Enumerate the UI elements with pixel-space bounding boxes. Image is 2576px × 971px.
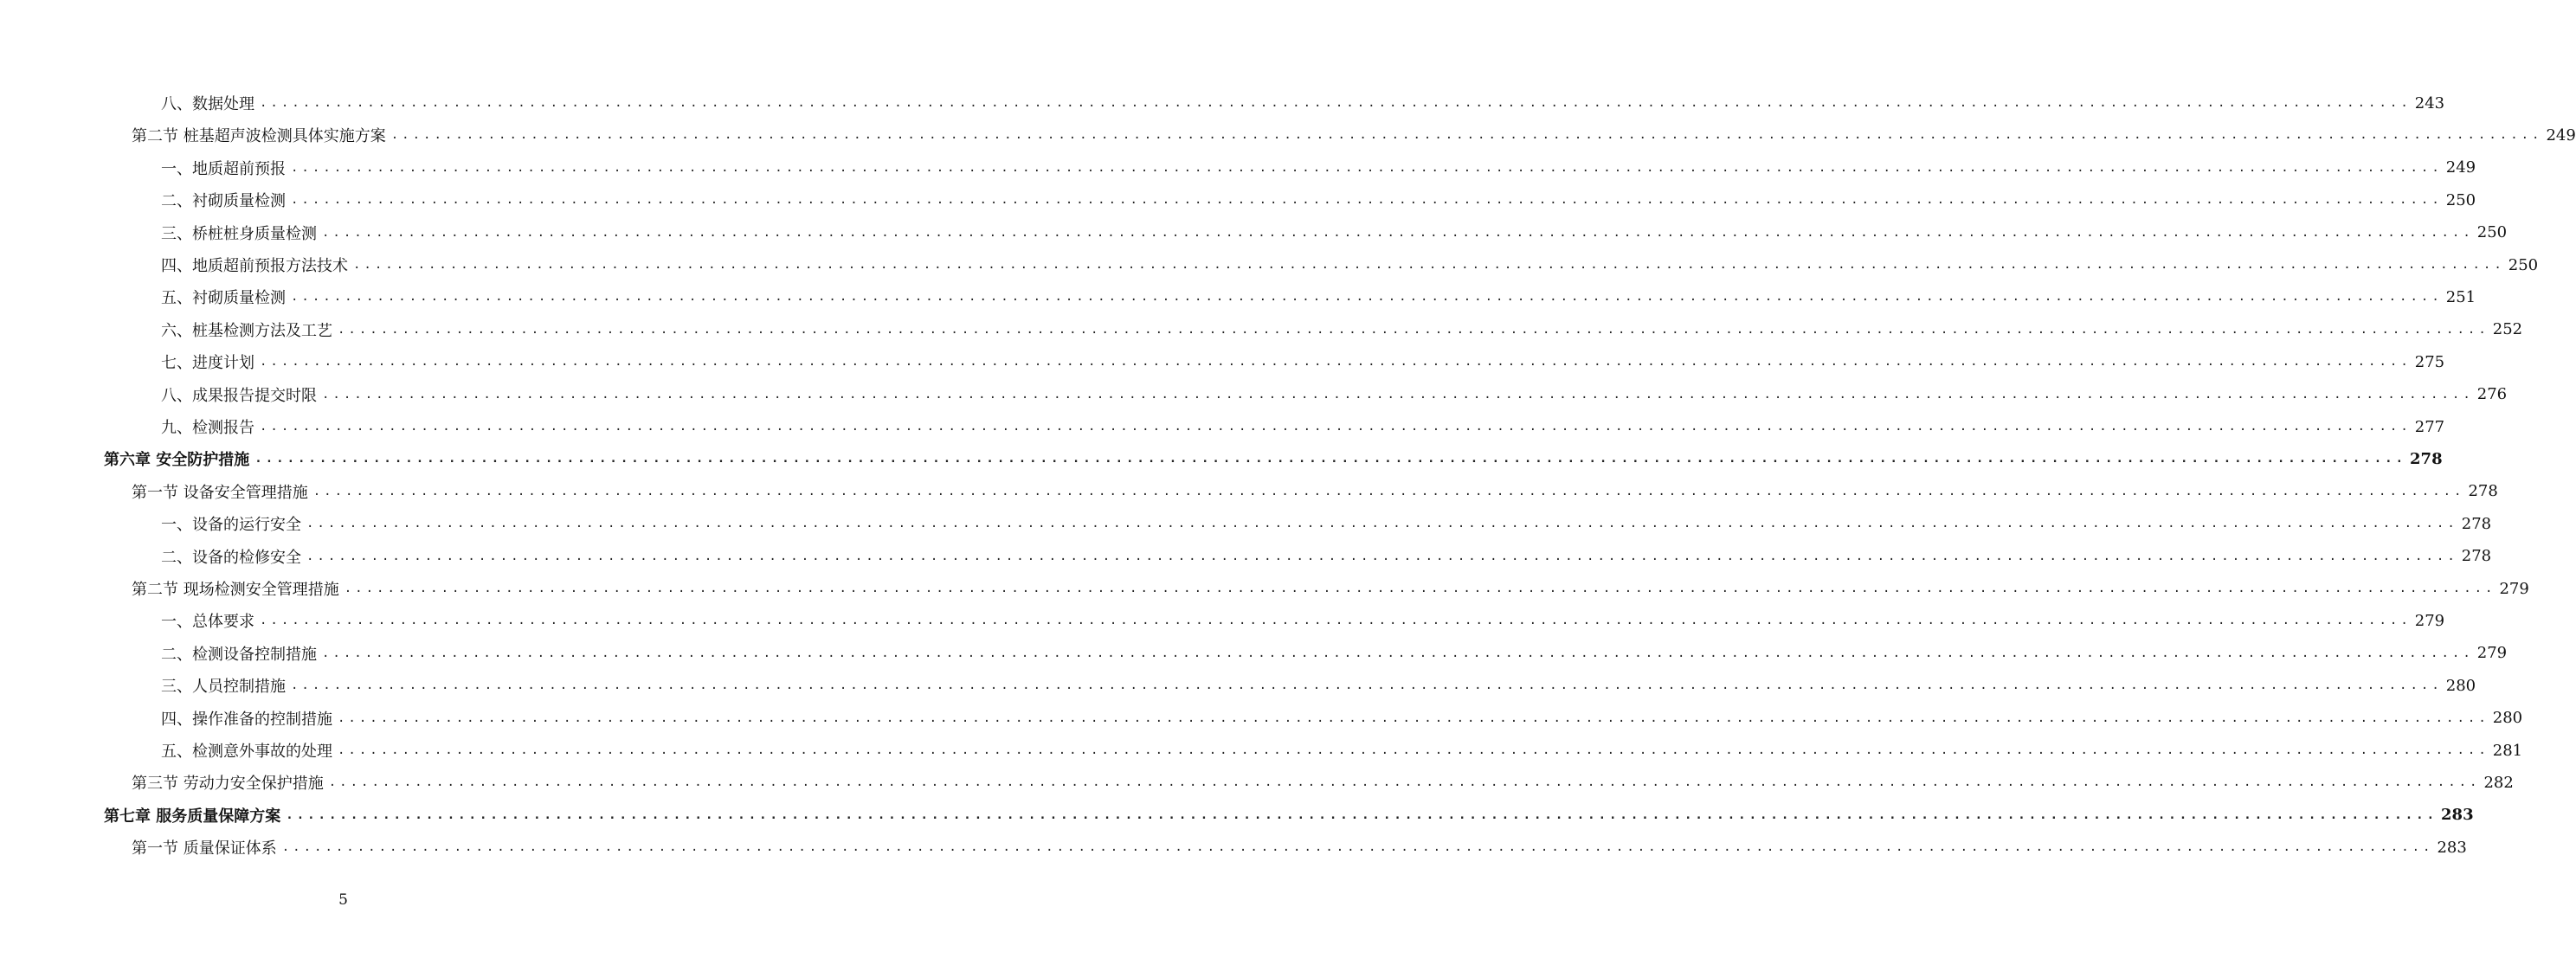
- toc-subsection-entry[interactable]: [161, 703, 2523, 734]
- toc-entry-page: 251: [2445, 287, 2476, 306]
- toc-leader-dots: ........................................................................................................................................................................................................: [281, 840, 2434, 855]
- toc-subsection-entry[interactable]: [161, 87, 2445, 119]
- toc-entry-label: 五、检测意外事故的处理: [161, 743, 332, 761]
- toc-entry-label: 第六章 安全防护措施: [104, 451, 250, 470]
- toc-leader-dots: ........................................................................................................................................................................................................: [254, 452, 2407, 466]
- toc-subsection-entry[interactable]: [161, 281, 2476, 312]
- toc-entry-label: 八、数据处理: [161, 95, 254, 113]
- toc-entry-page: 250: [2508, 255, 2539, 274]
- toc-entry-page: 275: [2414, 352, 2445, 371]
- toc-entry-label: 二、衬砌质量检测: [161, 192, 286, 211]
- toc-entry-label: 第一节 设备安全管理措施: [132, 483, 308, 502]
- toc-leader-dots: ........................................................................................................................................................................................................: [260, 96, 2412, 110]
- toc-entry-page: 249: [2445, 158, 2476, 177]
- toc-entry-page: 252: [2492, 320, 2523, 339]
- toc-subsection-entry[interactable]: [161, 638, 2508, 669]
- toc-leader-dots: ........................................................................................................................................................................................................: [344, 582, 2496, 595]
- toc-entry-label: 七、进度计划: [161, 354, 254, 373]
- toc-entry-label: 第三节 劳动力安全保护措施: [132, 775, 324, 794]
- toc-entry-page: 279: [2414, 611, 2445, 630]
- toc-subsection-entry[interactable]: [161, 541, 2492, 572]
- toc-leader-dots: ........................................................................................................................................................................................................: [260, 614, 2412, 628]
- toc-leader-dots: ........................................................................................................................................................................................................: [322, 225, 2474, 240]
- toc-section-entry[interactable]: [132, 476, 2498, 507]
- toc-leader-dots: ........................................................................................................................................................................................................: [306, 517, 2458, 531]
- toc-subsection-entry[interactable]: [161, 184, 2476, 215]
- toc-entry-page: 279: [2499, 579, 2529, 598]
- toc-subsection-entry[interactable]: [161, 249, 2539, 280]
- toc-entry-page: 283: [2437, 838, 2467, 857]
- toc-leader-dots: ........................................................................................................................................................................................................: [328, 775, 2481, 790]
- toc-subsection-entry[interactable]: [161, 379, 2508, 410]
- toc-leader-dots: ........................................................................................................................................................................................................: [291, 160, 2443, 175]
- toc-leader-dots: ........................................................................................................................................................................................................: [322, 387, 2474, 402]
- toc-entry-label: 四、操作准备的控制措施: [161, 710, 332, 729]
- toc-entry-page: 249: [2546, 125, 2576, 145]
- toc-entry-page: 283: [2441, 806, 2474, 825]
- toc-subsection-entry[interactable]: [161, 152, 2476, 183]
- toc-subsection-entry[interactable]: [161, 508, 2492, 539]
- toc-entry-page: 278: [2461, 547, 2492, 566]
- toc-entry-label: 九、检测报告: [161, 419, 254, 437]
- toc-entry-page: 250: [2445, 190, 2476, 209]
- toc-leader-dots: ........................................................................................................................................................................................................: [286, 807, 2438, 822]
- toc-section-entry[interactable]: [132, 119, 2576, 151]
- toc-entry-page: 278: [2468, 482, 2498, 501]
- toc-entry-label: 一、总体要求: [161, 613, 254, 632]
- toc-chapter-entry[interactable]: [104, 443, 2443, 474]
- toc-leader-dots: ........................................................................................................................................................................................................: [306, 549, 2458, 563]
- toc-subsection-entry[interactable]: [161, 735, 2523, 766]
- toc-leader-dots: ........................................................................................................................................................................................................: [260, 355, 2412, 370]
- toc-entry-page: 243: [2414, 93, 2445, 113]
- toc-leader-dots: ........................................................................................................................................................................................................: [353, 258, 2505, 272]
- toc-entry-label: 一、设备的运行安全: [161, 516, 301, 535]
- toc-entry-page: 278: [2461, 514, 2492, 533]
- toc-leader-dots: ........................................................................................................................................................................................................: [291, 193, 2443, 208]
- toc-entry-page: 282: [2483, 773, 2514, 792]
- toc-entry-label: 五、衬砌质量检测: [161, 289, 286, 308]
- toc-entry-label: 第二节 桩基超声波检测具体实施方案: [132, 127, 386, 146]
- toc-subsection-entry[interactable]: [161, 217, 2508, 248]
- toc-entry-label: 一、地质超前预报: [161, 159, 286, 178]
- toc-leader-dots: ........................................................................................................................................................................................................: [291, 678, 2443, 693]
- toc-entry-label: 第二节 现场检测安全管理措施: [132, 581, 339, 599]
- toc-entry-page: 278: [2410, 449, 2443, 468]
- toc-entry-page: 279: [2476, 644, 2508, 663]
- page-number: 5: [338, 891, 348, 909]
- toc-leader-dots: ........................................................................................................................................................................................................: [390, 128, 2543, 143]
- toc-entry-label: 第七章 服务质量保障方案: [104, 807, 281, 826]
- toc-subsection-entry[interactable]: [161, 670, 2476, 701]
- toc-subsection-entry[interactable]: [161, 411, 2445, 442]
- toc-section-entry[interactable]: [132, 573, 2529, 604]
- toc-entry-page: 280: [2492, 709, 2523, 728]
- toc-entry-page: 281: [2492, 741, 2523, 760]
- toc-leader-dots: ........................................................................................................................................................................................................: [312, 484, 2465, 498]
- toc-leader-dots: ........................................................................................................................................................................................................: [260, 420, 2412, 434]
- toc-entry-label: 六、桩基检测方法及工艺: [161, 321, 332, 340]
- toc-subsection-entry[interactable]: [161, 346, 2445, 377]
- toc-leader-dots: ........................................................................................................................................................................................................: [338, 711, 2489, 725]
- toc-entry-label: 三、桥桩桩身质量检测: [161, 224, 317, 243]
- toc-entry-label: 三、人员控制措施: [161, 678, 286, 697]
- toc-entry-label: 第一节 质量保证体系: [132, 839, 277, 858]
- toc-entry-label: 二、检测设备控制措施: [161, 645, 317, 664]
- toc-entry-label: 八、成果报告提交时限: [161, 386, 317, 405]
- toc-entry-page: 280: [2445, 676, 2476, 695]
- toc-entry-page: 276: [2476, 385, 2508, 404]
- toc-entry-page: 250: [2476, 223, 2508, 242]
- toc-leader-dots: ........................................................................................................................................................................................................: [322, 646, 2474, 660]
- toc-section-entry[interactable]: [132, 767, 2514, 798]
- toc-leader-dots: ........................................................................................................................................................................................................: [291, 290, 2443, 305]
- toc-section-entry[interactable]: [132, 832, 2467, 863]
- toc-leader-dots: ........................................................................................................................................................................................................: [338, 322, 2489, 337]
- toc-chapter-entry[interactable]: [104, 800, 2474, 831]
- toc-subsection-entry[interactable]: [161, 314, 2523, 345]
- toc-leader-dots: ........................................................................................................................................................................................................: [338, 743, 2489, 757]
- toc-entry-label: 四、地质超前预报方法技术: [161, 257, 348, 275]
- toc-entry-label: 二、设备的检修安全: [161, 548, 301, 567]
- toc-subsection-entry[interactable]: [161, 605, 2445, 636]
- toc-entry-page: 277: [2414, 417, 2445, 436]
